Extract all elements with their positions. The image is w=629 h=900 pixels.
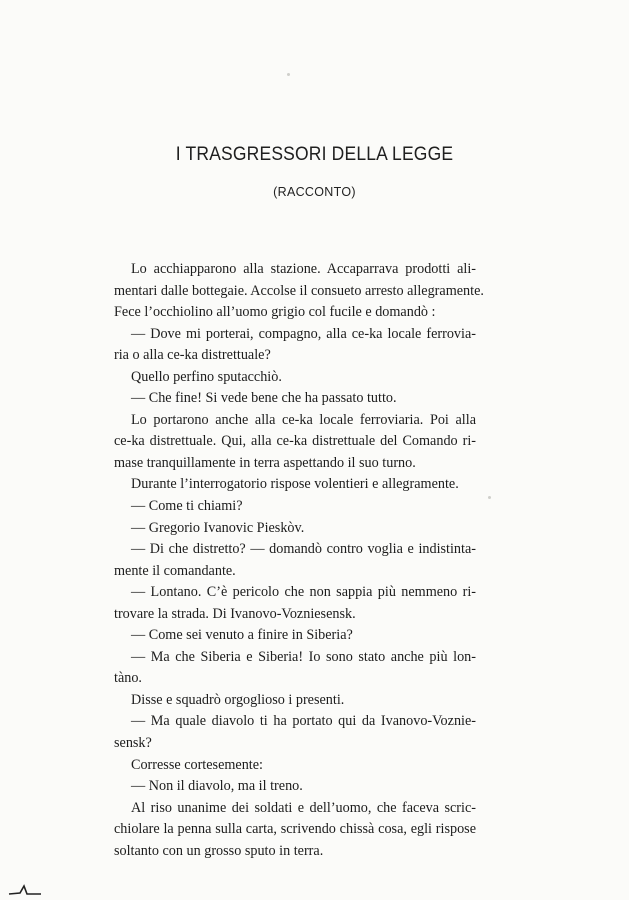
- text-line: — Ma quale diavolo ti ha portato qui da Ivanovo-Voznie-: [131, 713, 476, 730]
- text-line: Quello perfino sputacchiò.: [131, 368, 282, 385]
- corner-ink-mark: [8, 876, 42, 896]
- text-line: — Dove mi porterai, compagno, alla ce-ka locale ferrovia-: [131, 325, 476, 342]
- text-line: Disse e squadrò orgoglioso i presenti.: [131, 691, 345, 708]
- text-line: ria o alla ce-ka distrettuale?: [114, 347, 271, 364]
- text-line: Fece l’occhiolino all’uomo grigio col fucile e domandò :: [114, 304, 436, 321]
- text-line: — Come sei venuto a finire in Siberia?: [131, 627, 353, 644]
- text-line: Corresse cortesemente:: [131, 756, 263, 773]
- text-line: mentari dalle bottegaie. Accolse il consueto arresto allegramente.: [114, 282, 484, 299]
- text-line: — Ma che Siberia e Siberia! Io sono stato anche più lon-: [131, 648, 476, 665]
- text-line: Lo portarono anche alla ce-ka locale ferroviaria. Poi alla: [131, 411, 476, 428]
- text-line: — Gregorio Ivanovic Pieskòv.: [131, 519, 305, 536]
- text-line: mase tranquillamente in terra aspettando il suo turno.: [114, 454, 416, 471]
- text-line: sensk?: [114, 735, 152, 752]
- text-line: — Lontano. C’è pericolo che non sappia più nemmeno ri-: [131, 584, 476, 601]
- text-line: Lo acchiapparono alla stazione. Accaparrava prodotti ali-: [131, 261, 476, 277]
- text-line: tàno.: [114, 670, 142, 687]
- text-line: — Come ti chiami?: [131, 498, 243, 515]
- text-line: ce-ka distrettuale. Qui, alla ce-ka distrettuale del Comando ri-: [114, 433, 476, 450]
- text-line: mente il comandante.: [114, 562, 236, 579]
- text-line: trovare la strada. Di Ivanovo-Vozniesensk.: [114, 605, 356, 622]
- paper-speck: [287, 73, 290, 76]
- text-line: Durante l’interrogatorio rispose volentieri e allegramente.: [131, 476, 459, 493]
- paper-speck: [488, 496, 491, 499]
- text-line: soltanto con un grosso sputo in terra.: [114, 842, 324, 859]
- text-line: — Non il diavolo, ma il treno.: [131, 778, 303, 795]
- text-line: — Che fine! Si vede bene che ha passato tutto.: [131, 390, 397, 407]
- chapter-subtitle: (RACCONTO): [273, 185, 356, 199]
- text-line: chiolare la penna sulla carta, scrivendo chissà cosa, egli rispose: [114, 821, 476, 838]
- story-body: [114, 259, 484, 862]
- text-line: — Di che distretto? — domandò contro voglia e indistinta-: [131, 541, 476, 558]
- text-line: Al riso unanime dei soldati e dell’uomo, che faceva scric-: [131, 799, 476, 816]
- chapter-title: I TRASGRESSORI DELLA LEGGE: [175, 144, 454, 165]
